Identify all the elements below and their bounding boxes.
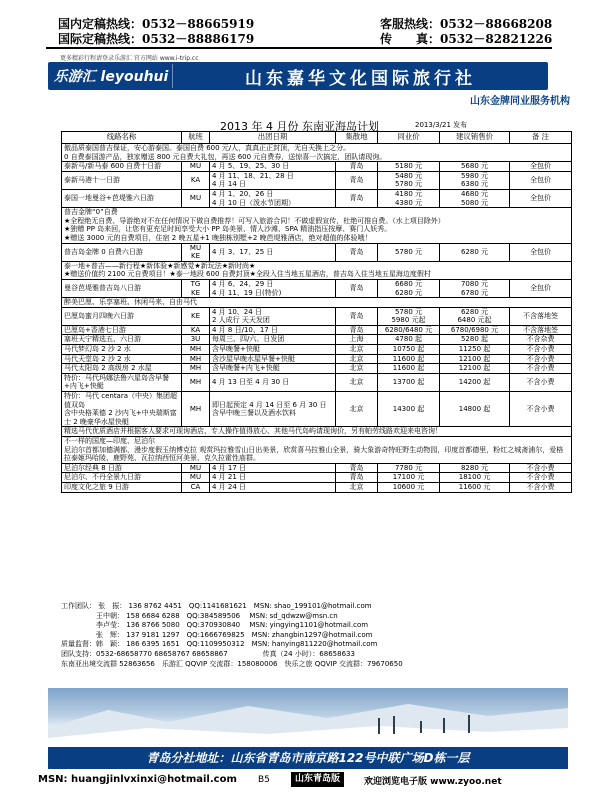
trade-price: 4180 元 4380 元 [378,189,440,207]
table-row [62,373,572,391]
route-name: 特价：马代玛娜法鲁六星岛含早餐+内飞+快艇 [62,373,182,391]
section-note: 醉美巴厘、乐享塞班、休闲马来、自由马代 [62,298,572,308]
banner-website-text: 更多精彩行程请登录乐游汇 官方网站 www.i-trip.cc [60,55,199,62]
table-header-row [62,132,572,144]
remark: 全包价 [510,243,572,261]
departure-date: 4 月 11、18、21、28 日 4 月 14 日 [210,171,336,189]
departure-city: 北京 [336,354,378,364]
table-row [62,243,572,261]
column-header: 航班 [182,132,210,144]
remark: 全包价 [510,171,572,189]
remark: 不含小费 [510,392,572,427]
departure-date: 4 月 10、24 日 2 人成行 天天发团 [210,307,336,325]
remark: 不含杂费 [510,335,572,345]
route-name: 普吉岛金牌 0 自费六日游 [62,243,182,261]
remark: 不含小费 [510,482,572,492]
fax-number: 传 真：0532－82821226 [380,32,553,46]
retail-price: 6280 元 [440,243,510,261]
route-name: 印度文化之旅 9 日游 [62,482,182,492]
trade-price: 5780 元 [378,243,440,261]
route-name: 特价：马代 centara（中央）集团超值双岛 含中央格莱德 2 沙内飞+中央瑞斯富士 2 晚豪华水屋快艇 [62,392,182,427]
route-name: 巴厘岛蜜月四晚六日游 [62,307,182,325]
section-note: 不一样的国度—印度、尼泊尔 尼泊尔首都加德满都，漫步度假玉纳博克拉 观赏玛拉雅雪山日出美景，欣赏喜马拉雅山全景，骑大象游奇特旺野生动物园，印度首都德里，粉红之城斋浦尔，爱格拉泰姬玛哈陵、鹿野苑、瓦拉纳西恒河美景、克久拉霍性庙群。 [62,437,572,464]
remark: 全包价 [510,162,572,172]
departure-city: 青岛 [336,189,378,207]
international-hotline: 国际定稿热线：0532－88886179 [58,32,255,46]
departure-date: 含早晚餐+内飞+快艇 [210,364,336,374]
departure-city: 北京 [336,392,378,427]
welcome-link[interactable]: 欢迎浏览电子版 www.zyoo.net [364,777,502,787]
plan-title: 2013 年 4 月份 东南亚海岛计划 [220,120,379,133]
contact-line: 工作团队： 张 振： 136 8762 4451 QQ:1141681621 MSN: shao_199101@hotmail.com [61,602,372,610]
departure-city: 青岛 [336,307,378,325]
retail-price: 12100 起 [440,354,510,364]
column-header: 线路名称 [62,132,182,144]
flight-code: MU [182,463,210,473]
departure-date: 4 月 1、20、26 日 4 月 10 日（泼水节团期） [210,189,336,207]
edition-badge: 山东青岛版 [291,772,344,787]
table-row [62,345,572,355]
retail-price: 7080 元 6780 元 [440,279,510,297]
departure-date: 含沙屋早晚水屋早餐+快艇 [210,354,336,364]
retail-price: 5680 元 [440,162,510,172]
agency-banner [48,62,548,90]
snow-scenery-image [48,688,568,748]
retail-price: 11600 元 [440,482,510,492]
contact-line: 质量监督：韩 颖： 186 6395 1651 QQ:1109950312 MSN: hanying811220@hotmail.com [61,640,378,649]
plan-date: 2013/3/21 发布 [415,121,468,129]
departure-date: 4 月 21 日 [210,473,336,483]
trade-price: 17100 元 [378,473,440,483]
departure-date: 4 月 3、17、25 日 [210,243,336,261]
retail-price: 14800 起 [440,392,510,427]
departure-date: 4 月 24 日 [210,482,336,492]
retail-price: 5280 起 [440,335,510,345]
flight-code: MU [182,189,210,207]
branch-address: 青岛分社地址：山东省青岛市南京路122号中联广场D栋一层 [48,747,568,769]
departure-city: 北京 [336,364,378,374]
flight-code: 3U [182,335,210,345]
retail-price: 5980 元 6380 元 [440,171,510,189]
departure-date: 含早晚餐+快艇 [210,345,336,355]
section-note-row [62,144,572,162]
agency-name: 山东嘉华文化国际旅行社 [245,68,476,89]
table-row [62,162,572,172]
table-row [62,473,572,483]
footer-msn: MSN: huangjinlvxinxi@hotmail.com [38,774,237,785]
remark: 不含小费 [510,364,572,374]
route-name: 泰国一地曼谷+芭堤雅六日游 [62,189,182,207]
section-note-row [62,427,572,437]
flight-code: KE [182,307,210,325]
flight-code: MH [182,354,210,364]
departure-city: 北京 [336,345,378,355]
contact-line: 东南亚出境交流群 52863656 乐游汇 QQVIP 交流群：158080006 快乐之旅 QQVIP 交流群：79670650 [61,659,403,668]
trade-price: 4780 起 [378,335,440,345]
retail-price: 6780/6980 元 [440,325,510,335]
trade-price: 6280/6480 元 [378,325,440,335]
remark: 不含小费 [510,473,572,483]
departure-city: 上海 [336,335,378,345]
table-row [62,335,572,345]
flight-code: TG KE [182,279,210,297]
table-row [62,364,572,374]
remark: 全包价 [510,279,572,297]
column-header: 集散地 [336,132,378,144]
section-note: 泰一地+普吉——新行程★新体验★新感觉★新玩法★新时尚★ ★赠送价值约 2100 元自费项目！★泰一地段 600 自费封顶★全段入住当地五星酒店，普吉岛入住当地五星海边度假村 [62,261,572,279]
departure-city: 青岛 [336,171,378,189]
agency-tagline: 山东金牌同业服务机构 [470,96,570,107]
section-note: 傲品质泰国普吉保证，安心游泰国。泰国自费 600 元/人，真真正正封顶，无自天换上之分。 0 自费泰国游产品，独家赠送 800 元自费大礼包，再送 600 元自费券，送惊喜一次搞定，团队请现询。 [62,144,572,162]
departure-city: 青岛 [336,243,378,261]
trade-price: 11600 起 [378,364,440,374]
trade-price: 7780 元 [378,463,440,473]
route-name: 巴厘岛+香港七日游 [62,325,182,335]
table-row [62,482,572,492]
trade-price: 6680 元 6280 元 [378,279,440,297]
leyouhui-logo: 乐游汇 leyouhui [50,64,173,88]
retail-price: 18100 元 [440,473,510,483]
section-note-row [62,208,572,243]
route-name: 马代天堂岛 2 沙 2 水 [62,354,182,364]
trade-price: 5480 元 5780 元 [378,171,440,189]
departure-city: 北京 [336,373,378,391]
retail-price: 8280 元 [440,463,510,473]
departure-date: 4 月 13 日至 4 月 30 日 [210,373,336,391]
section-note-row [62,261,572,279]
route-name: 马代太阳岛 2 高级房 2 水屋 [62,364,182,374]
section-note: 普吉金牌“0”自费 ★全程绝无自费、导游绝对不在任何情况下做自费推荐！可写入旅游合同！不做虚假宣传，杜绝可推自费。（水上项目除外） ★独赠 PP 岛来回，让您有更充足时间享受大小 PP 岛美景、情人沙滩、SPA 精油指压按摩、赛门人妖秀。 ★赠送 3000 元的自费项目，住宿 2 晚五星+1 晚独栋别墅+2 晚芭堤雅酒店，绝对超值的体验哦！ [62,208,572,243]
departure-date: 每周三、四/六、日发团 [210,335,336,345]
column-header: 备 注 [510,132,572,144]
flight-code: MU KE [182,243,210,261]
flight-code: MU [182,473,210,483]
table-row [62,171,572,189]
contact-line: 王中朝： 158 6684 6288 QQ:384589506 MSN: sd_qdwzw@msn.cn [61,611,338,620]
flight-code: MH [182,345,210,355]
trade-price: 11600 起 [378,354,440,364]
route-name: 尼泊尔经典 8 日游 [62,463,182,473]
route-name: 泰新马/新马泰 600 自费十日游 [62,162,182,172]
remark: 不含小费 [510,463,572,473]
trade-price: 5180 元 [378,162,440,172]
table-row [62,189,572,207]
route-name: 塞班天宁精选五、六日游 [62,335,182,345]
retail-price: 12100 起 [440,364,510,374]
retail-price: 6280 元 6480 元起 [440,307,510,325]
departure-city: 青岛 [336,279,378,297]
remark: 不含落地签 [510,307,572,325]
departure-city: 青岛 [336,463,378,473]
flight-code: MH [182,392,210,427]
retail-price: 4680 元 5080 元 [440,189,510,207]
column-header: 同业价 [378,132,440,144]
table-row [62,325,572,335]
section-note-row [62,437,572,464]
departure-city: 青岛 [336,473,378,483]
column-header: 出团日期 [210,132,336,144]
table-row [62,279,572,297]
remark: 不含小费 [510,354,572,364]
retail-price: 11250 起 [440,345,510,355]
trade-price: 5780 元 5980 元起 [378,307,440,325]
column-header: 建议销售价 [440,132,510,144]
remark: 全包价 [510,189,572,207]
contact-line: 李卢莹： 136 8766 5080 QQ:370930840 MSN: yingying1101@hotmail.com [61,621,369,630]
trade-price: 10600 元 [378,482,440,492]
departure-city: 北京 [336,482,378,492]
flight-code: KA [182,171,210,189]
contact-line: 张 辉： 137 9181 1297 QQ:1666769825 MSN: zhangbin1297@hotmail.com [61,630,373,639]
route-name: 尼泊尔、不丹全景九日游 [62,473,182,483]
contact-line: 团队支持：0532-68658770 68658767 68658867 传真（24 小时）：68658633 [61,649,355,658]
table-row [62,392,572,427]
flight-code: MU [182,162,210,172]
section-note: 精选马代优质酒店并根据客人要求可现询酒店、专人操作值得放心、其他马代岛屿请现询价，另有帕劳线路欢迎来电咨询！ [62,427,572,437]
route-name: 泰新马港十一日游 [62,171,182,189]
contact-list [61,602,571,682]
departure-city: 青岛 [336,162,378,172]
header-divider [46,47,552,49]
scenery-svg [48,688,568,748]
departure-date: 4 月 5、19、25、30 日 [210,162,336,172]
section-note-row [62,298,572,308]
remark: 不含小费 [510,345,572,355]
domestic-hotline: 国内定稿热线：0532－88665919 [58,17,255,31]
retail-price: 14200 起 [440,373,510,391]
remark: 不含落地签 [510,325,572,335]
departure-date: 即日起预定 4 月 14 日至 6 月 30 日 含早中晚三餐以及酒水饮料 [210,392,336,427]
page-number: B5 [258,775,270,785]
tour-price-table [61,131,572,493]
table-row [62,354,572,364]
trade-price: 14300 起 [378,392,440,427]
flight-code: KA [182,325,210,335]
departure-date: 4 月 17 日 [210,463,336,473]
route-name: 曼谷芭堤雅普吉岛八日游 [62,279,182,297]
departure-date: 4 月 6、24、29 日 4 月 11、19 日(特价) [210,279,336,297]
service-hotline: 客服热线：0532－88668208 [380,17,553,31]
flight-code: MH [182,364,210,374]
flight-code: CA [182,482,210,492]
route-name: 马代梦幻岛 2 沙 2 水 [62,345,182,355]
remark: 不含小费 [510,373,572,391]
departure-city: 青岛 [336,325,378,335]
flight-code: MH [182,373,210,391]
trade-price: 13700 起 [378,373,440,391]
table-row [62,307,572,325]
table-row [62,463,572,473]
trade-price: 10750 起 [378,345,440,355]
departure-date: 4 月 8 日/10、17 日 [210,325,336,335]
